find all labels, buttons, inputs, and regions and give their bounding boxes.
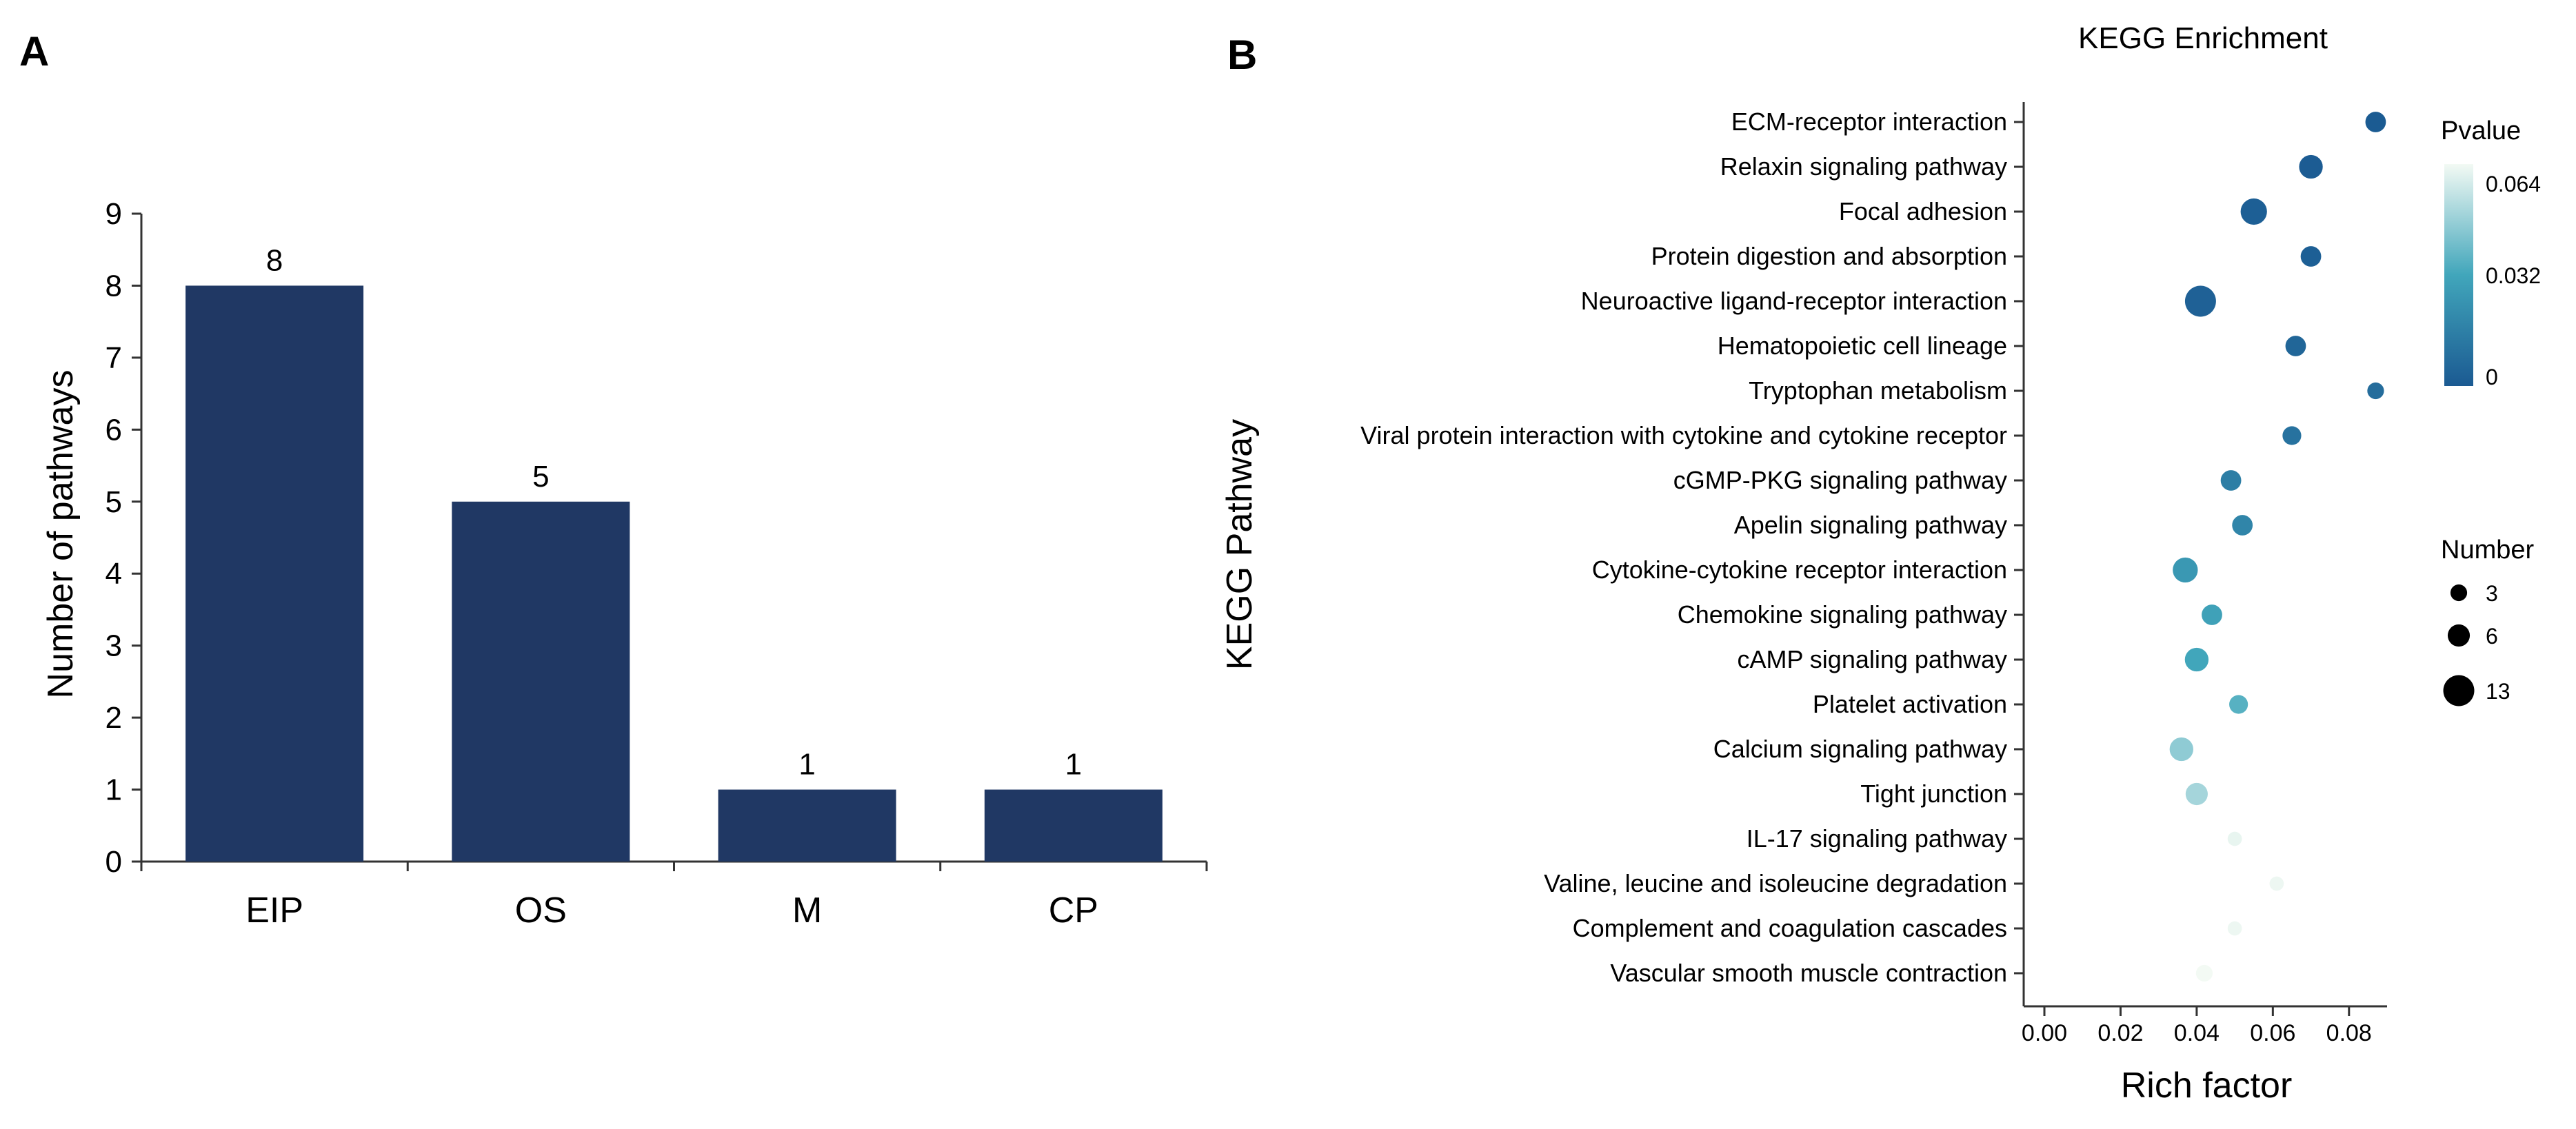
dot-x-axis-label: Rich factor	[2120, 1066, 2293, 1106]
dot-point	[2367, 383, 2384, 399]
pathway-label: ECM-receptor interaction	[1731, 108, 2007, 136]
dot-point	[2170, 738, 2193, 761]
dot-point	[2196, 965, 2213, 981]
dot-point	[2366, 112, 2386, 132]
pvalue-colorbar-ticks	[2473, 172, 2541, 389]
bar-x-ticks	[141, 862, 1207, 871]
bar-data-labels	[266, 243, 1082, 781]
bar-category-label: CP	[1048, 891, 1098, 930]
pvalue-colorbar	[2444, 164, 2473, 386]
dot-point	[2221, 470, 2242, 491]
dot-y-axis-label: KEGG Pathway	[1220, 418, 1260, 671]
dot-x-tick-label: 0.02	[2097, 1020, 2144, 1046]
dot-chart-title: KEGG Enrichment	[2078, 21, 2328, 55]
dot-point	[2282, 426, 2301, 445]
bar-y-tick-label: 9	[105, 197, 122, 231]
pathway-label: Hematopoietic cell lineage	[1717, 332, 2007, 360]
dot-x-tick-label: 0.08	[2326, 1020, 2372, 1046]
bar-y-axis-label: Number of pathways	[41, 369, 81, 699]
panel-label-b: B	[1227, 32, 1258, 78]
bar-category-label: EIP	[245, 891, 304, 930]
pathway-label: Tryptophan metabolism	[1749, 376, 2007, 405]
dot-point	[2228, 832, 2242, 846]
pathway-label: Focal adhesion	[1838, 197, 2007, 225]
pathway-label: cAMP signaling pathway	[1737, 645, 2007, 673]
number-legend-label: 6	[2486, 624, 2498, 649]
pathway-label: IL-17 signaling pathway	[1746, 824, 2007, 853]
bar-data-label: 1	[798, 747, 816, 782]
dot-point	[2185, 648, 2208, 671]
number-legend-label: 3	[2486, 581, 2498, 606]
dot-point	[2299, 155, 2322, 179]
colorbar-tick-label: 0.064	[2486, 172, 2542, 196]
bar-eip	[185, 285, 363, 862]
pathway-label: Platelet activation	[1812, 690, 2007, 718]
dot-x-tick-label: 0.04	[2173, 1020, 2220, 1046]
bar-data-label: 5	[532, 459, 550, 494]
number-legend-title: Number	[2441, 536, 2535, 564]
dots	[2170, 112, 2386, 981]
bar-cp	[985, 790, 1163, 862]
bar-y-tick-label: 1	[105, 773, 122, 807]
bar-y-tick-label: 7	[105, 340, 122, 375]
pathway-label: Calcium signaling pathway	[1713, 735, 2007, 763]
dot-point	[2229, 695, 2248, 713]
pathway-label: Neuroactive ligand-receptor interaction	[1580, 287, 2007, 315]
dot-x-ticks	[2022, 1006, 2372, 1046]
number-legend-dot	[2448, 624, 2470, 647]
bar-category-labels	[245, 891, 1098, 930]
dot-x-tick-label: 0.06	[2250, 1020, 2296, 1046]
pvalue-legend	[2441, 116, 2541, 389]
bar-os	[452, 502, 630, 862]
pathway-label: Chemokine signaling pathway	[1677, 600, 2007, 629]
dot-point	[2286, 336, 2306, 356]
dot-chart	[1220, 21, 2387, 1106]
dot-point	[2173, 558, 2197, 582]
pathway-label: cGMP-PKG signaling pathway	[1673, 466, 2007, 494]
dot-point	[2228, 922, 2242, 936]
pathway-label: Tight junction	[1860, 780, 2007, 808]
pathway-label: Relaxin signaling pathway	[1720, 152, 2007, 181]
dot-pathway-labels	[1360, 108, 2024, 987]
bar-chart	[41, 197, 1207, 930]
bar-y-tick-label: 4	[105, 557, 122, 591]
number-legend-dot	[2444, 675, 2475, 706]
pathway-label: Vascular smooth muscle contraction	[1610, 959, 2007, 987]
bar-category-label: OS	[514, 891, 567, 930]
pvalue-legend-title: Pvalue	[2441, 116, 2522, 145]
bars	[185, 285, 1163, 862]
bar-y-ticks	[105, 197, 141, 879]
bar-y-tick-label: 0	[105, 845, 122, 879]
number-legend	[2441, 536, 2534, 706]
pathway-label: Apelin signaling pathway	[1733, 511, 2007, 539]
bar-data-label: 1	[1065, 747, 1083, 782]
dot-point	[2232, 515, 2253, 536]
colorbar-tick-label: 0.032	[2486, 263, 2542, 288]
number-legend-label: 13	[2486, 679, 2510, 704]
bar-y-tick-label: 3	[105, 629, 122, 663]
bar-y-tick-label: 2	[105, 701, 122, 735]
dot-x-tick-label: 0.00	[2021, 1020, 2068, 1046]
dot-point	[2241, 199, 2267, 225]
bar-data-label: 8	[265, 243, 283, 278]
colorbar-tick-label: 0	[2486, 365, 2498, 389]
bar-y-tick-label: 5	[105, 485, 122, 519]
dot-point	[2185, 286, 2216, 317]
dot-point	[2186, 783, 2208, 805]
dot-point	[2202, 604, 2222, 625]
pathway-label: Valine, leucine and isoleucine degradation	[1544, 869, 2007, 897]
bar-y-tick-label: 8	[105, 269, 122, 303]
dot-point	[2301, 246, 2322, 267]
bar-m	[718, 790, 896, 862]
bar-category-label: M	[792, 891, 823, 930]
dot-point	[2270, 877, 2284, 891]
pathway-label: Protein digestion and absorption	[1651, 242, 2007, 270]
pathway-label: Viral protein interaction with cytokine and cytokine receptor	[1360, 421, 2007, 449]
number-legend-dot	[2451, 584, 2467, 601]
pathway-label: Complement and coagulation cascades	[1572, 914, 2007, 942]
panel-label-a: A	[19, 28, 50, 74]
number-legend-entries	[2444, 581, 2510, 706]
bar-y-tick-label: 6	[105, 413, 122, 447]
pathway-label: Cytokine-cytokine receptor interaction	[1591, 556, 2007, 584]
